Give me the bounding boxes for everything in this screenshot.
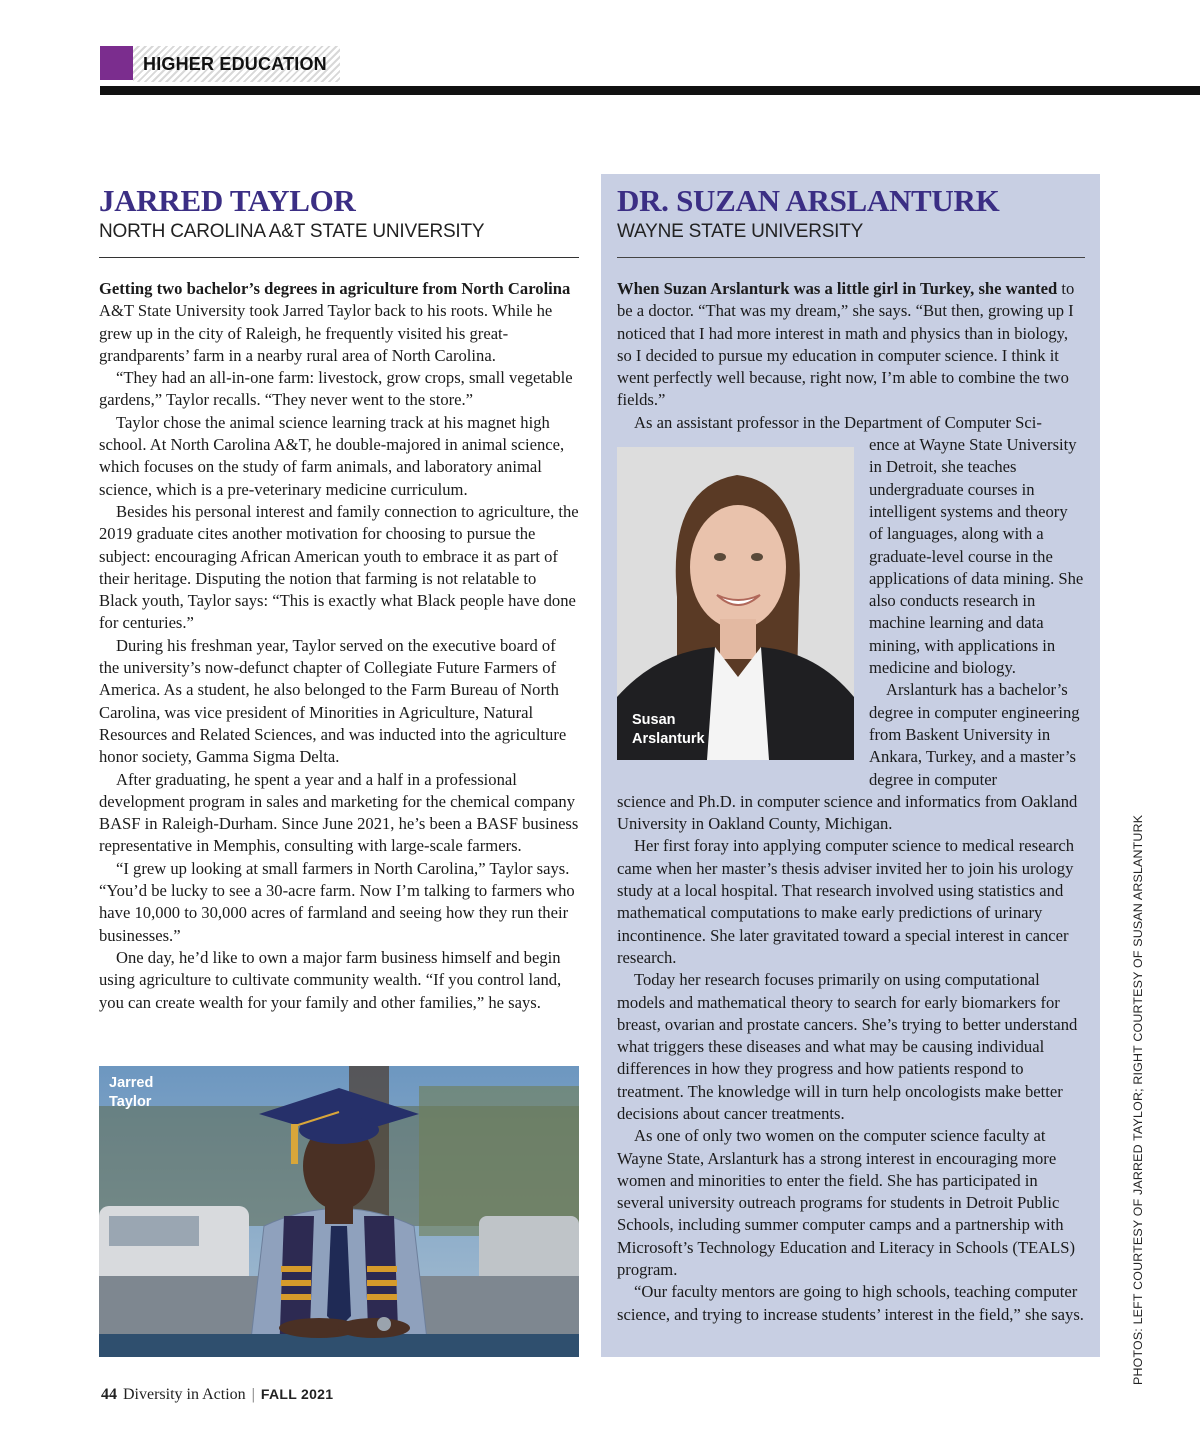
paragraph: Her first foray into applying computer science to medical research came when her master’s thesis adviser invited her to join his urology study at a local hospital. That research involved using statistics and mathematical computations to make early predictions of urinary incontinence. She later gravitated toward a special interest in cancer research.	[617, 836, 1075, 967]
photo-caption: Susan Arslanturk	[632, 712, 705, 747]
profile-name: DR. SUZAN ARSLANTURK	[617, 183, 1000, 218]
lead-bold-text: Getting two bachelor’s degrees in agriculture from North Carolina	[99, 279, 571, 298]
photo-jarred-taylor	[99, 1066, 579, 1357]
left-article	[99, 180, 579, 1014]
paragraph: One day, he’d like to own a major farm business himself and begin using agriculture to cultivate community wealth. “If you control land, you can create wealth for your family and other families,” he says.	[99, 947, 562, 1012]
lead-paragraph	[99, 278, 579, 367]
profile-school: NORTH CAROLINA A&T STATE UNIVERSITY	[99, 221, 485, 242]
paragraph: “Our faculty mentors are going to high schools, teaching computer science, and trying to increase students’ interest in the field,” she says.	[617, 1282, 1084, 1324]
magazine-title: Diversity in Action	[123, 1386, 246, 1403]
paragraph: Arslanturk has a bachelor’s degree in computer engineering from Baskent University in Ankara, Turkey, and a master’s degree in computer	[869, 680, 1080, 789]
divider	[99, 257, 579, 258]
wrap-column	[869, 434, 1085, 791]
lead-paragraph	[617, 278, 1085, 412]
paragraph: After graduating, he spent a year and a half in a professional development program in sales and marketing for the chemical company BASF in Raleigh-Durham. Since June 2021, he’s been a BASF business representative in Memphis, consulting with large-scale farmers.	[99, 769, 579, 856]
photo-susan-arslanturk	[617, 447, 854, 760]
page-footer	[101, 1386, 333, 1404]
paragraph: As one of only two women on the computer science faculty at Wayne State, Arslanturk has a strong interest in encouraging more women and minorities to enter the field. She has participated in several university outreach programs for students in Detroit Public Schools, including summer computer camps and a partnership with Microsoft’s Technology Education and Literacy in Schools (TEALS) program.	[617, 1126, 1075, 1280]
lead-text: A&T State University took Jarred Taylor back to his roots. While he grew up in the city of Raleigh, he frequently visited his great-grandparents’ farm in a nearby rural area of North Carolina.	[99, 301, 553, 365]
paragraph: As an assistant professor in the Department of Computer Sci-	[634, 412, 1042, 432]
section-label: HIGHER EDUCATION	[133, 46, 340, 82]
header-rule	[100, 86, 1200, 95]
section-color-square	[100, 46, 133, 80]
article-body	[617, 278, 1085, 1326]
paragraph: During his freshman year, Taylor served on the executive board of the university’s now-defunct chapter of Collegiate Future Farmers of America. As a student, he also belonged to the Farm Bureau of North Carolina, was vice president of Minorities in Agriculture, Natural Resources and Related Sciences, and was inducted into the agriculture honor society, Gamma Sigma Delta.	[99, 635, 567, 767]
paragraph: “They had an all-in-one farm: livestock, grow crops, small vegetable gardens,” Taylor recalls. “They never went to the store.”	[99, 368, 573, 410]
lead-bold-text: When Suzan Arslanturk was a little girl in Turkey, she wanted	[617, 279, 1058, 298]
footer-separator: |	[251, 1386, 255, 1403]
paragraph: Besides his personal interest and family connection to agriculture, the 2019 graduate cites another motivation for choosing to pursue the subject: encouraging African American youth to embrace it as part of their heritage. Disputing the notion that farming is not relatable to Black youth, Taylor says: “This is exactly what Black people have done for centuries.”	[99, 501, 579, 633]
photo-caption: Jarred Taylor	[109, 1075, 154, 1110]
paragraph: Taylor chose the animal science learning track at his magnet high school. At North Carolina A&T, he double-majored in animal science, which focuses on the study of farm animals, and laboratory animal science, which is a pre-veterinary medicine curriculum.	[99, 412, 565, 499]
issue-label: FALL 2021	[260, 1386, 334, 1402]
photo-credit: PHOTOS: LEFT COURTESY OF JARRED TAYLOR; RIGHT COURTESY OF SUSAN ARSLANTURK	[1131, 814, 1145, 1385]
section-tag	[100, 46, 340, 82]
divider	[617, 257, 1085, 258]
paragraph: science and Ph.D. in computer science and informatics from Oakland University in Oakland County, Michigan.	[617, 791, 1078, 834]
paragraph: ence at Wayne State University in Detroit, she teaches undergraduate courses in intelligent systems and theory of languages, along with a graduate-level course in the applications of data mining. She also conducts research in machine learning and data mining, with applications in medicine and biology.	[869, 435, 1084, 678]
profile-school: WAYNE STATE UNIVERSITY	[617, 221, 864, 242]
paragraph: Today her research focuses primarily on using computational models and mathematical theory to search for early biomarkers for breast, ovarian and prostate cancers. She’s trying to better understand what triggers these diseases and what may be causing individual differences in how they progress and how patients respond to treatment. The knowledge will in turn help oncologists make better decisions about cancer treatments.	[617, 970, 1078, 1123]
profile-name: JARRED TAYLOR	[99, 183, 356, 218]
lead-text: to be a doctor. “That was my dream,” she says. “But then, growing up I noticed that I had more interest in math and physics than in biology, so I decided to pursue my education in computer science. I think it went perfectly well because, right now, I’m able to combine the two fields.”	[617, 279, 1075, 410]
article-body	[99, 278, 579, 1014]
paragraph: “I grew up looking at small farmers in North Carolina,” Taylor says. “You’d be lucky to see a 30-acre farm. Now I’m talking to farmers who have 10,000 to 30,000 acres of farmland and seeing how they run their businesses.”	[99, 858, 575, 945]
page-number: 44	[101, 1386, 117, 1403]
